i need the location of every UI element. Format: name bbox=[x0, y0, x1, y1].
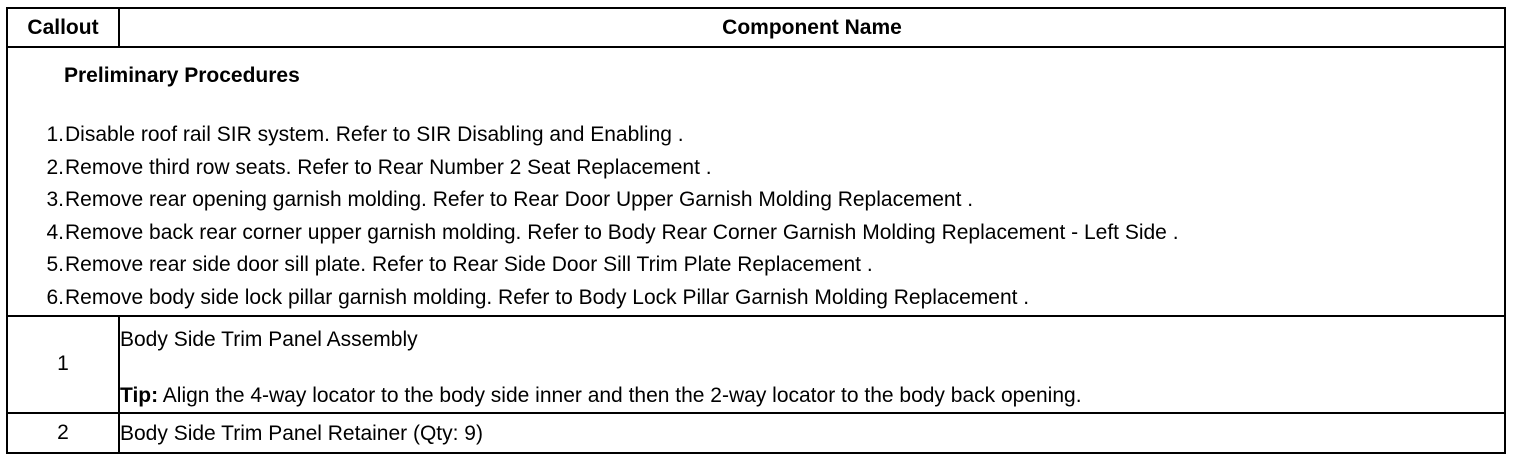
preliminary-row bbox=[7, 47, 1505, 316]
step-number: 3. bbox=[46, 188, 64, 212]
tip-label: Tip: bbox=[120, 383, 159, 407]
table-header-row bbox=[7, 8, 1505, 47]
step-text: Remove body side lock pillar garnish molding. Refer to Body Lock Pillar Garnish Molding Replacement . bbox=[65, 285, 1030, 309]
list-item bbox=[8, 152, 1504, 185]
tip-note bbox=[120, 383, 1504, 409]
step-number: 2. bbox=[46, 155, 64, 179]
component-table bbox=[6, 7, 1506, 454]
step-text: Remove rear side door sill plate. Refer to Rear Side Door Sill Trim Plate Replacement . bbox=[65, 253, 873, 277]
callout-header: Callout bbox=[7, 8, 119, 47]
component-name: Body Side Trim Panel Assembly bbox=[120, 327, 418, 351]
step-text: Disable roof rail SIR system. Refer to SIR Disabling and Enabling . bbox=[65, 123, 684, 146]
tip-text: Align the 4-way locator to the body side inner and then the 2-way locator to the body back opening. bbox=[158, 383, 1082, 407]
component-name-header: Component Name bbox=[119, 8, 1505, 47]
callout-number: 1 bbox=[7, 316, 119, 413]
preliminary-procedures-title: Preliminary Procedures bbox=[64, 64, 300, 87]
step-text: Remove rear opening garnish molding. Refer to Rear Door Upper Garnish Molding Replacement . bbox=[65, 188, 974, 212]
list-item bbox=[8, 217, 1504, 250]
component-name: Body Side Trim Panel Retainer (Qty: 9) bbox=[120, 421, 483, 445]
preliminary-steps-list bbox=[8, 119, 1504, 315]
component-cell bbox=[119, 316, 1505, 413]
list-item bbox=[8, 184, 1504, 217]
step-number: 1. bbox=[46, 123, 64, 146]
step-text: Remove back rear corner upper garnish molding. Refer to Body Rear Corner Garnish Molding Replacement - Left Side . bbox=[65, 220, 1179, 244]
callout-number: 2 bbox=[7, 413, 119, 453]
preliminary-procedures-cell bbox=[7, 47, 1505, 316]
step-number: 5. bbox=[46, 253, 64, 277]
component-cell bbox=[119, 413, 1505, 453]
step-number: 6. bbox=[46, 285, 64, 309]
list-item bbox=[8, 249, 1504, 282]
table-row bbox=[7, 413, 1505, 453]
step-text: Remove third row seats. Refer to Rear Number 2 Seat Replacement . bbox=[65, 155, 712, 179]
list-item bbox=[8, 119, 1504, 152]
step-number: 4. bbox=[46, 220, 64, 244]
table-row bbox=[7, 316, 1505, 413]
list-item bbox=[8, 282, 1504, 315]
